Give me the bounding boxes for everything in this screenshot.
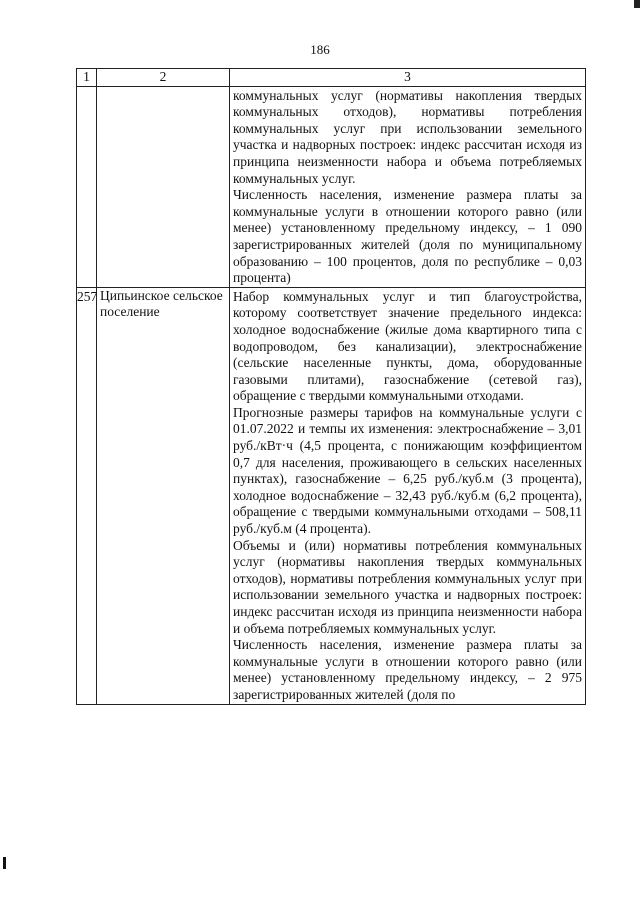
description-paragraph: коммунальных услуг (нормативы накопления твердых коммунальных отходов), нормативы потребления коммунальных услуг при использовании земельного участка и надворных построек: индекс рассчитан исходя из принципа неизменности набора и объема потребляемых коммунальных услуг. <box>233 87 582 186</box>
description-paragraph: Прогнозные размеры тарифов на коммунальные услуги с 01.07.2022 и темпы их изменения: электроснабжение – 3,01 руб./кВт·ч (4,5 процента, с понижающим коэффициентом 0,7 для населения, проживающего в сельских населенных пунктах), газоснабжение – 6,25 руб./куб.м (3 процента), холодное водоснабжение – 32,43 руб./куб.м (6,2 процента), обращение с твердыми коммунальными отходами – 508,11 руб./куб.м (4 процента). <box>233 404 582 537</box>
description-paragraph: Набор коммунальных услуг и тип благоустройства, которому соответствует значение предельного индекса: холодное водоснабжение (жилые дома квартирного типа с водопроводом, без канализации), электроснабжение (сельские населенные пункты, дома, оборудованные газовыми плитами), газоснабжение (сетевой газ), обращение с твердыми коммунальными отходами. <box>233 288 582 404</box>
row-number: 257 <box>77 287 97 704</box>
description-cell <box>230 287 586 704</box>
table-header-row <box>77 69 586 87</box>
header-cell-3: 3 <box>230 69 586 87</box>
description-cell <box>230 86 586 287</box>
settlement-name: Ципьинское сельское поселение <box>97 287 230 704</box>
description-paragraph: Численность населения, изменение размера платы за коммунальные услуги в отношении которого равно (или менее) установленному предельному индексу, – 1 090 зарегистрированных жителей (доля по муниципальному образованию – 100 процентов, доля по республике – 0,03 процента) <box>233 187 582 286</box>
corner-mark <box>634 0 640 8</box>
row-number <box>77 86 97 287</box>
document-table <box>76 68 586 705</box>
margin-mark <box>3 857 6 869</box>
page-number: 186 <box>310 42 330 57</box>
header-cell-1: 1 <box>77 69 97 87</box>
description-paragraph: Численность населения, изменение размера платы за коммунальные услуги в отношении которого равно (или менее) установленному предельному индексу, – 2 975 зарегистрированных жителей (доля по <box>233 637 582 702</box>
header-cell-2: 2 <box>97 69 230 87</box>
table-row <box>77 86 586 287</box>
description-paragraph: Объемы и (или) нормативы потребления коммунальных услуг (нормативы накопления твердых коммунальных отходов), нормативы потребления коммунальных услуг при использовании земельного участка и надворных построек: индекс рассчитан исходя из принципа неизменности набора и объема потребляемых коммунальных услуг. <box>233 537 582 636</box>
settlement-name <box>97 86 230 287</box>
table-row <box>77 287 586 704</box>
